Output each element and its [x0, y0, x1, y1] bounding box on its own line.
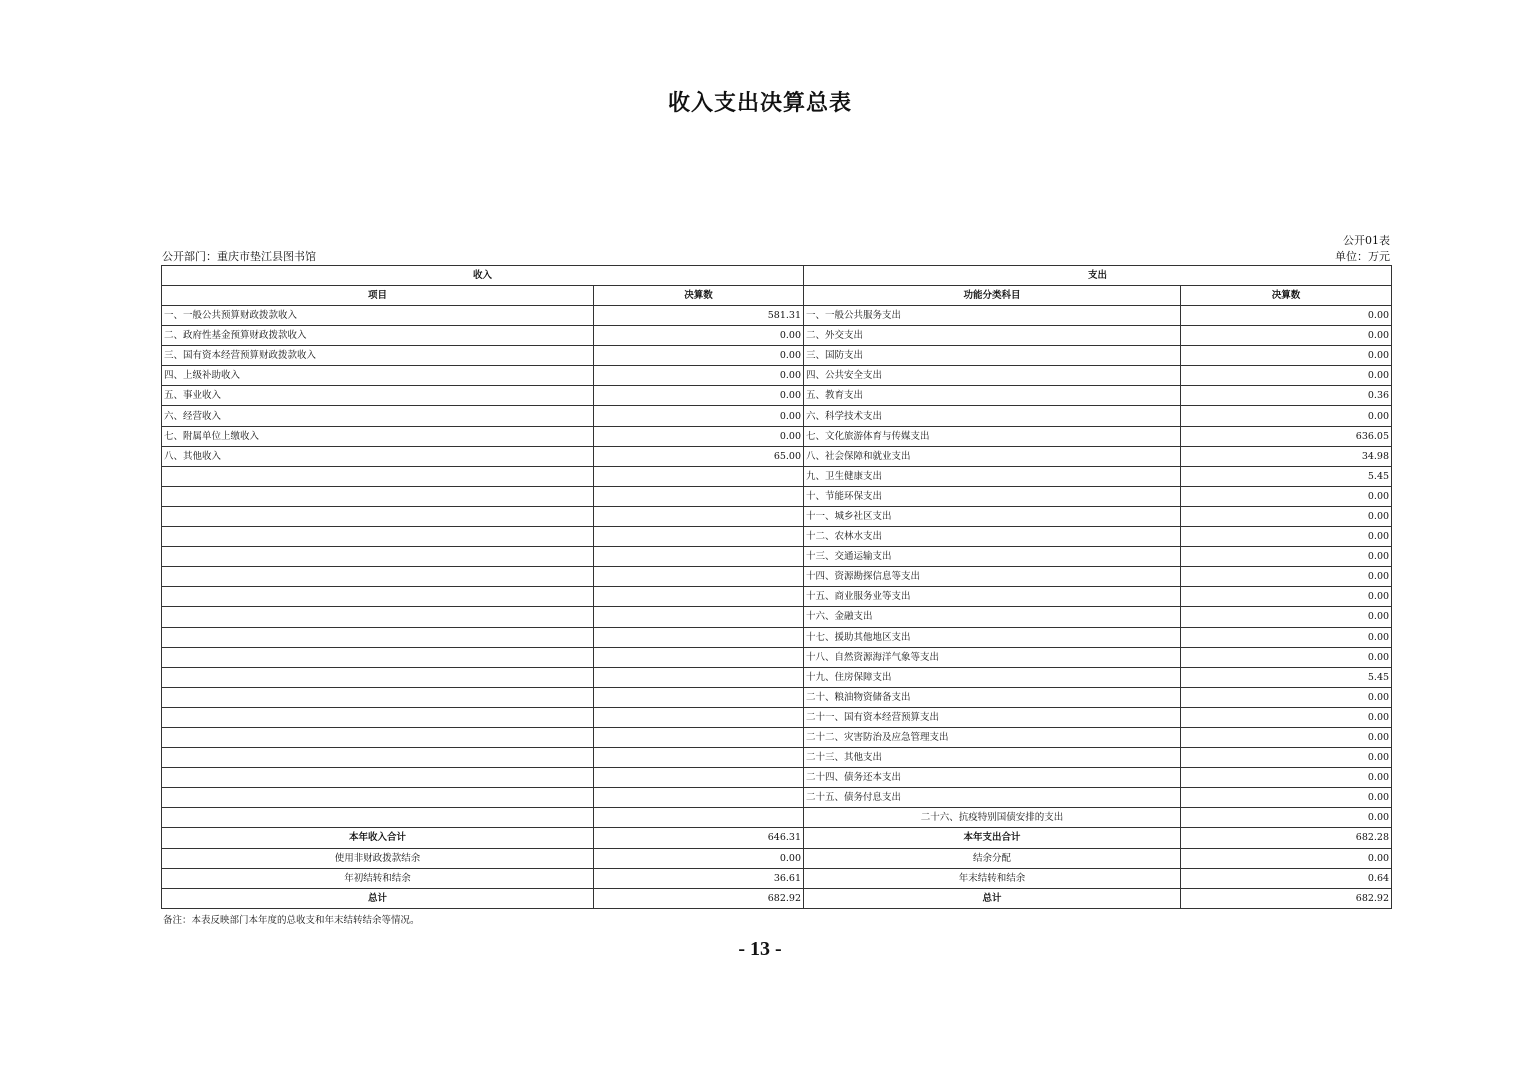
expense-amount-cell: 5.45 — [1181, 667, 1392, 687]
expense-category-cell: 二十六、抗疫特别国债安排的支出 — [804, 808, 1181, 828]
summary-income-amount: 36.61 — [594, 868, 804, 888]
summary-income-amount: 682.92 — [594, 888, 804, 908]
income-item-cell — [162, 567, 594, 587]
expense-category-cell: 二十、粮油物资储备支出 — [804, 687, 1181, 707]
expense-amount-cell: 0.00 — [1181, 647, 1392, 667]
expense-category-cell: 九、卫生健康支出 — [804, 466, 1181, 486]
table-row — [162, 486, 1392, 506]
income-amount-cell — [594, 527, 804, 547]
expense-amount-cell: 0.00 — [1181, 727, 1392, 747]
income-amount-cell — [594, 647, 804, 667]
income-amount-cell — [594, 808, 804, 828]
income-amount-cell: 65.00 — [594, 446, 804, 466]
summary-expense-amount: 682.92 — [1181, 888, 1392, 908]
expense-category-cell: 一、一般公共服务支出 — [804, 306, 1181, 326]
expense-category-cell: 十九、住房保障支出 — [804, 667, 1181, 687]
expense-amount-cell: 0.00 — [1181, 768, 1392, 788]
table-row — [162, 446, 1392, 466]
table-row — [162, 808, 1392, 828]
table-row — [162, 386, 1392, 406]
table-row — [162, 506, 1392, 526]
income-item-cell: 三、国有资本经营预算财政拨款收入 — [162, 346, 594, 366]
expense-amount-cell: 5.45 — [1181, 466, 1392, 486]
page-number: - 13 - — [738, 938, 782, 960]
summary-income-amount: 0.00 — [594, 848, 804, 868]
income-item-cell — [162, 547, 594, 567]
income-item-cell — [162, 687, 594, 707]
expense-group-header: 支出 — [804, 266, 1392, 286]
expense-category-cell: 十四、资源勘探信息等支出 — [804, 567, 1181, 587]
summary-row — [162, 868, 1392, 888]
expense-amount-cell: 0.00 — [1181, 527, 1392, 547]
expense-category-cell: 十七、援助其他地区支出 — [804, 627, 1181, 647]
expense-amount-cell: 0.00 — [1181, 547, 1392, 567]
expense-category-cell: 二十四、债务还本支出 — [804, 768, 1181, 788]
table-row — [162, 687, 1392, 707]
expense-category-cell: 十六、金融支出 — [804, 607, 1181, 627]
table-body — [162, 306, 1392, 909]
summary-expense-amount: 0.64 — [1181, 868, 1392, 888]
expense-category-cell: 二十一、国有资本经营预算支出 — [804, 707, 1181, 727]
form-number: 公开01表 — [1343, 234, 1390, 247]
income-item-cell — [162, 808, 594, 828]
income-amount-cell: 0.00 — [594, 346, 804, 366]
table-row — [162, 326, 1392, 346]
summary-row — [162, 848, 1392, 868]
table-row — [162, 788, 1392, 808]
expense-amount-cell: 0.00 — [1181, 808, 1392, 828]
table-row — [162, 727, 1392, 747]
income-item-cell — [162, 748, 594, 768]
budget-table — [161, 265, 1392, 909]
income-amount-cell — [594, 748, 804, 768]
summary-row — [162, 888, 1392, 908]
expense-amount-cell: 34.98 — [1181, 446, 1392, 466]
income-item-cell — [162, 788, 594, 808]
income-item-cell — [162, 587, 594, 607]
income-amount-cell — [594, 547, 804, 567]
income-item-cell: 四、上级补助收入 — [162, 366, 594, 386]
income-amount-cell: 0.00 — [594, 386, 804, 406]
income-amount-cell — [594, 768, 804, 788]
income-amount-cell — [594, 687, 804, 707]
expense-category-cell: 二十三、其他支出 — [804, 748, 1181, 768]
table-row — [162, 426, 1392, 446]
expense-category-cell: 七、文化旅游体育与传媒支出 — [804, 426, 1181, 446]
table-row — [162, 607, 1392, 627]
expense-amount-column-header: 决算数 — [1181, 286, 1392, 306]
income-amount-cell — [594, 788, 804, 808]
table-row — [162, 667, 1392, 687]
expense-amount-cell: 0.00 — [1181, 788, 1392, 808]
table-row — [162, 748, 1392, 768]
summary-income-label: 本年收入合计 — [162, 828, 594, 848]
income-item-cell — [162, 506, 594, 526]
income-amount-cell — [594, 466, 804, 486]
expense-category-cell: 十三、交通运输支出 — [804, 547, 1181, 567]
expense-category-cell: 四、公共安全支出 — [804, 366, 1181, 386]
income-amount-cell: 581.31 — [594, 306, 804, 326]
table-row — [162, 627, 1392, 647]
table-row — [162, 587, 1392, 607]
table-row — [162, 567, 1392, 587]
category-column-header: 功能分类科目 — [804, 286, 1181, 306]
expense-category-cell: 二十五、债务付息支出 — [804, 788, 1181, 808]
expense-amount-cell: 0.00 — [1181, 748, 1392, 768]
table-row — [162, 306, 1392, 326]
table-row — [162, 707, 1392, 727]
summary-expense-amount: 682.28 — [1181, 828, 1392, 848]
expense-amount-cell: 0.00 — [1181, 406, 1392, 426]
expense-category-cell: 八、社会保障和就业支出 — [804, 446, 1181, 466]
expense-amount-cell: 0.00 — [1181, 567, 1392, 587]
summary-expense-label: 结余分配 — [804, 848, 1181, 868]
table-group-header-row — [162, 266, 1392, 286]
expense-category-cell: 三、国防支出 — [804, 346, 1181, 366]
income-amount-cell — [594, 667, 804, 687]
income-item-cell — [162, 667, 594, 687]
expense-category-cell: 二十二、灾害防治及应急管理支出 — [804, 727, 1181, 747]
expense-category-cell: 十一、城乡社区支出 — [804, 506, 1181, 526]
income-item-cell — [162, 768, 594, 788]
expense-category-cell: 十二、农林水支出 — [804, 527, 1181, 547]
table-row — [162, 466, 1392, 486]
table-row — [162, 647, 1392, 667]
summary-income-label: 总计 — [162, 888, 594, 908]
income-item-cell — [162, 707, 594, 727]
summary-income-label: 使用非财政拨款结余 — [162, 848, 594, 868]
expense-amount-cell: 636.05 — [1181, 426, 1392, 446]
income-amount-cell — [594, 627, 804, 647]
page-title: 收入支出决算总表 — [667, 91, 852, 116]
income-amount-cell — [594, 707, 804, 727]
expense-category-cell: 六、科学技术支出 — [804, 406, 1181, 426]
income-amount-cell — [594, 587, 804, 607]
income-item-cell — [162, 627, 594, 647]
income-amount-cell — [594, 486, 804, 506]
table-row — [162, 547, 1392, 567]
income-item-cell: 六、经营收入 — [162, 406, 594, 426]
income-item-cell — [162, 527, 594, 547]
summary-expense-label: 年末结转和结余 — [804, 868, 1181, 888]
footnote: 备注：本表反映部门本年度的总收支和年末结转结余等情况。 — [163, 915, 420, 926]
summary-row — [162, 828, 1392, 848]
income-amount-cell — [594, 506, 804, 526]
table-row — [162, 366, 1392, 386]
income-amount-cell: 0.00 — [594, 326, 804, 346]
expense-amount-cell: 0.00 — [1181, 326, 1392, 346]
expense-category-cell: 十、节能环保支出 — [804, 486, 1181, 506]
summary-income-label: 年初结转和结余 — [162, 868, 594, 888]
expense-category-cell: 二、外交支出 — [804, 326, 1181, 346]
income-item-cell — [162, 486, 594, 506]
expense-category-cell: 十五、商业服务业等支出 — [804, 587, 1181, 607]
income-amount-cell — [594, 607, 804, 627]
table-row — [162, 406, 1392, 426]
income-item-cell — [162, 727, 594, 747]
table-row — [162, 346, 1392, 366]
income-item-cell: 七、附属单位上缴收入 — [162, 426, 594, 446]
summary-income-amount: 646.31 — [594, 828, 804, 848]
expense-amount-cell: 0.00 — [1181, 506, 1392, 526]
expense-category-cell: 五、教育支出 — [804, 386, 1181, 406]
expense-amount-cell: 0.00 — [1181, 366, 1392, 386]
income-item-cell — [162, 466, 594, 486]
expense-amount-cell: 0.00 — [1181, 346, 1392, 366]
income-item-cell — [162, 647, 594, 667]
income-item-cell — [162, 607, 594, 627]
income-amount-cell — [594, 567, 804, 587]
item-column-header: 项目 — [162, 286, 594, 306]
income-group-header: 收入 — [162, 266, 804, 286]
table-column-header-row — [162, 286, 1392, 306]
expense-amount-cell: 0.00 — [1181, 687, 1392, 707]
summary-expense-label: 总计 — [804, 888, 1181, 908]
expense-amount-cell: 0.00 — [1181, 587, 1392, 607]
expense-amount-cell: 0.00 — [1181, 627, 1392, 647]
income-item-cell: 八、其他收入 — [162, 446, 594, 466]
expense-amount-cell: 0.00 — [1181, 486, 1392, 506]
income-amount-cell — [594, 727, 804, 747]
income-amount-cell: 0.00 — [594, 426, 804, 446]
income-amount-cell: 0.00 — [594, 366, 804, 386]
department-label: 公开部门：重庆市垫江县图书馆 — [162, 250, 316, 263]
income-item-cell: 二、政府性基金预算财政拨款收入 — [162, 326, 594, 346]
income-amount-column-header: 决算数 — [594, 286, 804, 306]
unit-label: 单位：万元 — [1335, 250, 1390, 263]
table-row — [162, 768, 1392, 788]
table-row — [162, 527, 1392, 547]
income-item-cell: 五、事业收入 — [162, 386, 594, 406]
expense-amount-cell: 0.36 — [1181, 386, 1392, 406]
expense-category-cell: 十八、自然资源海洋气象等支出 — [804, 647, 1181, 667]
expense-amount-cell: 0.00 — [1181, 707, 1392, 727]
summary-expense-label: 本年支出合计 — [804, 828, 1181, 848]
expense-amount-cell: 0.00 — [1181, 306, 1392, 326]
income-amount-cell: 0.00 — [594, 406, 804, 426]
income-item-cell: 一、一般公共预算财政拨款收入 — [162, 306, 594, 326]
summary-expense-amount: 0.00 — [1181, 848, 1392, 868]
expense-amount-cell: 0.00 — [1181, 607, 1392, 627]
